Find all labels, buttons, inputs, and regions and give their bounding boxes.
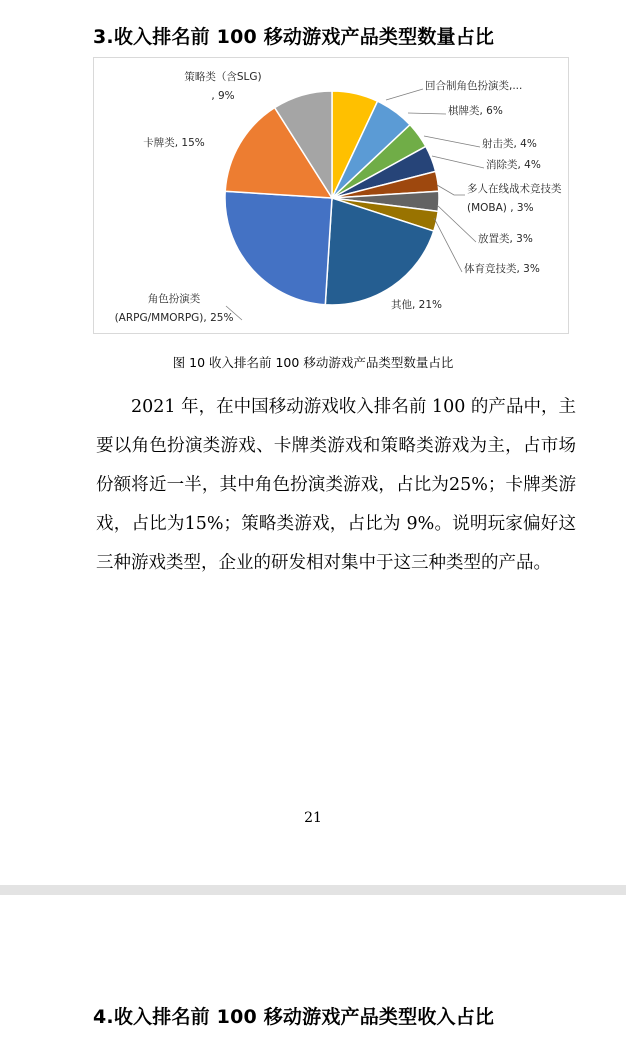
slice-label: (ARPG/MMORPG), 25% (114, 312, 234, 324)
slice-label: 卡牌类, 15% (143, 137, 205, 149)
next-section-title: 4.收入排名前 100 移动游戏产品类型收入占比 (93, 1006, 495, 1028)
slice-label: 棋牌类, 6% (448, 105, 503, 117)
section-title: 3.收入排名前 100 移动游戏产品类型数量占比 (93, 26, 495, 48)
pie-chart-frame (93, 57, 569, 334)
slice-label: 角色扮演类 (147, 293, 201, 305)
slice-label: , 9% (211, 90, 235, 102)
leader-line (424, 136, 480, 147)
slice-label: 回合制角色扮演类,... (425, 80, 523, 92)
slice-label: 多人在线战术竞技类 (467, 183, 562, 195)
body-paragraph: 2021 年，在中国移动游戏收入排名前 100 的产品中，主要以角色扮演类游戏、卡牌类游戏和策略类游戏为主，占市场份额将近一半，其中角色扮演类游戏，占比为25%；卡牌类游戏，占比为15%；策略类游戏，占比为 9%。说明玩家偏好这三种游戏类型，企业的研发相对集中于这三种类型的产品。 (96, 397, 576, 573)
figure-caption: 图 10 收入排名前 100 移动游戏产品类型数量占比 (172, 355, 454, 370)
slice-label: 体育竞技类, 3% (464, 263, 540, 275)
slice-label: 消除类, 4% (486, 159, 541, 171)
slice-label: 其他, 21% (391, 299, 443, 311)
slice-label: 策略类（含SLG) (184, 71, 262, 83)
slice-label: 放置类, 3% (478, 233, 533, 245)
leader-line (434, 218, 462, 272)
pie-slice (225, 191, 332, 305)
leader-line (386, 89, 423, 100)
slice-label: (MOBA) , 3% (467, 202, 534, 214)
page-separator (0, 885, 626, 895)
leader-line (408, 113, 446, 114)
pie-chart (94, 58, 570, 335)
page-number: 21 (304, 810, 322, 826)
leader-line (432, 156, 484, 168)
leader-line (437, 185, 465, 195)
slice-label: 射击类, 4% (482, 138, 537, 150)
